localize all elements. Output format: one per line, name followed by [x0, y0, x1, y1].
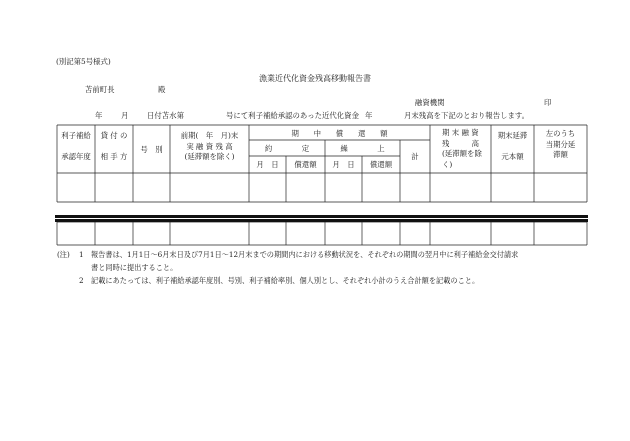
statement-year: 年 — [95, 111, 103, 120]
header-current-overdue: 左のうち 当期分延 滞額 — [545, 129, 576, 160]
notes-marker: (注) — [57, 250, 70, 259]
header-period-movement: 期 中 償 還 額 — [291, 129, 388, 138]
statement-year2: 年 — [365, 111, 373, 120]
statement-closing: 月末残高を下記のとおり報告します。 — [404, 111, 530, 120]
header-month-day-2: 月 日 — [332, 160, 355, 169]
header-approval-year: 利子補給 承認年度 — [61, 131, 91, 161]
header-early: 繰 上 — [340, 144, 385, 153]
note-1-line-1: 報告書は、1月1日～6月末日及び7月1日～12月末までの期間内における移動状況を、それぞれの期間の翌月中に利子補給金交付請求 — [91, 250, 519, 259]
seal-mark: 印 — [544, 98, 552, 107]
note-1-number: 1 — [79, 250, 84, 259]
form-label: (別記第5号様式) — [56, 57, 111, 66]
document-title: 漁業近代化資金残高移動報告書 — [259, 74, 371, 83]
addressee: 苫前町長 — [85, 85, 115, 94]
honorific: 殿 — [158, 85, 166, 94]
note-2-number: 2 — [79, 276, 84, 285]
header-amount-2: 償還額 — [369, 160, 393, 169]
statement-approval: 号にて利子補給承認のあった近代化資金 — [226, 111, 359, 120]
header-month-day-1: 月 日 — [256, 160, 279, 169]
note-1-line-2: 書と同時に提出すること。 — [91, 263, 178, 272]
note-2-line-1: 記載にあたっては、利子補給承認年度別、号別、利子補給率別、個人別とし、それぞれ小計のうえ合計額を記載のこと。 — [91, 276, 480, 285]
header-overdue-principal: 期末延滞 元本額 — [497, 131, 528, 161]
header-scheduled: 約 定 — [264, 144, 310, 153]
header-borrower: 貸 付 の 相 手 方 — [100, 131, 128, 161]
statement-month: 月 — [121, 111, 129, 120]
header-amount-1: 償還額 — [294, 160, 317, 169]
lender-label: 融資機関 — [415, 98, 445, 107]
header-prior-balance: 前期( 年 月)末 実 融 資 残 高 (延滞額を除く) — [180, 131, 239, 162]
header-end-balance: 期 末 融 資 残 高 (延滞額を除 く) — [442, 128, 482, 170]
header-serial: 号 別 — [140, 145, 163, 154]
statement-issued: 日付苫水第 — [147, 111, 184, 120]
header-total: 計 — [411, 152, 419, 161]
